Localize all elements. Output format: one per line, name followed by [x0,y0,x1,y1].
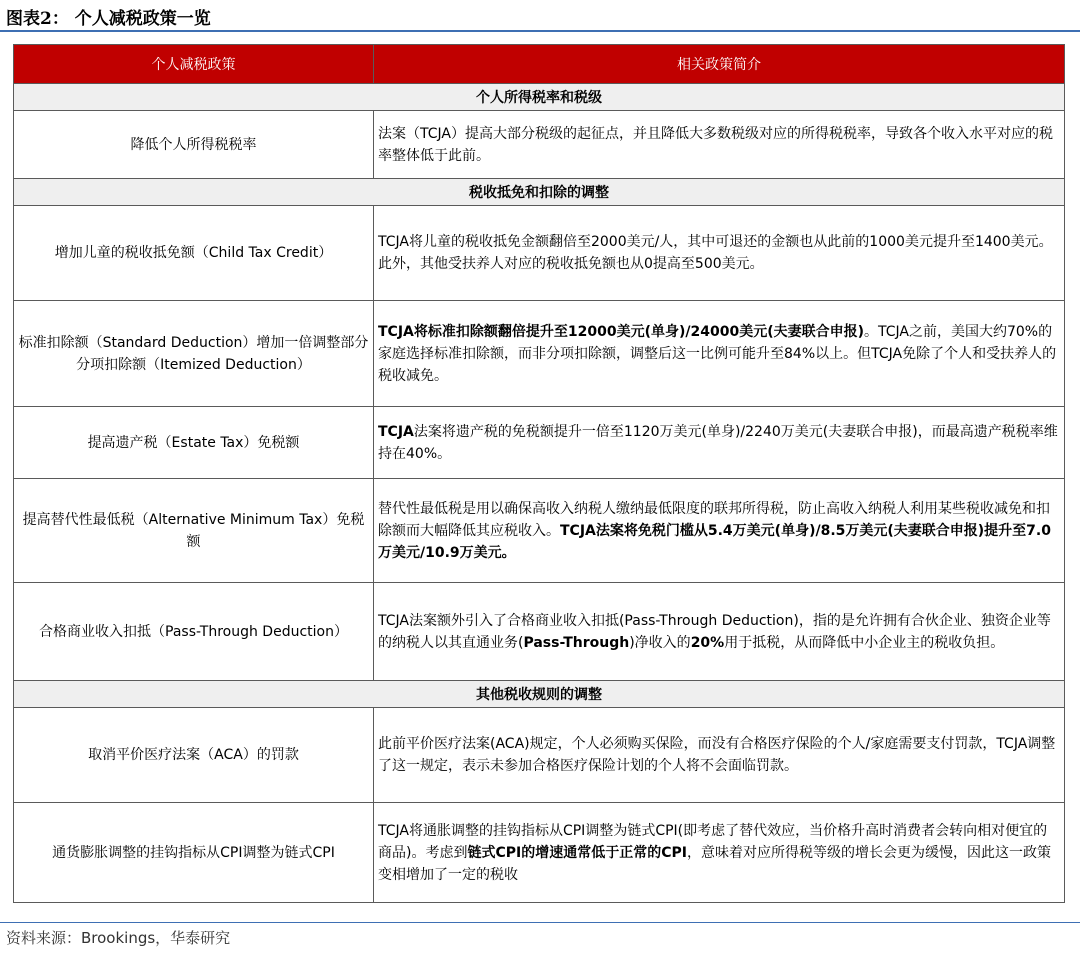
desc-bold: 的增速通常低于正常的 [521,844,662,861]
policy-table [13,44,1065,903]
section-heading: 税收抵免和扣除的调整 [14,179,1065,206]
policy-description: 法案（TCJA）提高大部分税级的起征点，并且降低大多数税级对应的所得税税率，导致各个收入水平对应的税率整体低于此前。 [374,111,1065,179]
policy-name: 标准扣除额（Standard Deduction）增加一倍调整部分分项扣除额（Itemized Deduction） [14,301,374,407]
policy-name: 降低个人所得税税率 [14,111,374,179]
bottom-rule [0,922,1080,923]
desc-bold: 链式CPI [467,844,522,861]
table-row [14,803,1065,903]
desc-bold: TCJA将标准扣除额翻倍提升至12000美元(单身)/24000美元(夫妻联合申报) [378,323,864,340]
section-row [14,84,1065,111]
title-bar [0,0,1080,30]
source-note: 资料来源：Brookings，华泰研究 [6,929,231,947]
policy-name: 合格商业收入扣抵（Pass-Through Deduction） [14,583,374,681]
table-row [14,111,1065,179]
policy-description [374,803,1065,903]
section-row [14,179,1065,206]
desc-bold: CPI [661,844,687,861]
policy-name: 提高遗产税（Estate Tax）免税额 [14,407,374,479]
policy-name: 提高替代性最低税（Alternative Minimum Tax）免税额 [14,479,374,583]
desc-text: 法案将遗产税的免税额提升一倍至1120万美元(单身)/2240万美元(夫妻联合申报)，而最高遗产税税率维持在40%。 [378,423,1058,462]
desc-text: ，意味着对应所得税等级的增长会更为缓慢，因此这一政策变相增加了一定的税收 [378,844,1051,883]
desc-text: 。TCJA之前，美国大约70%的家庭选择标准扣除额，而非分项扣除额，调整后这一比例可能升至84%以上。但TCJA免除了个人和受扶养人的税收减免。 [378,323,1057,384]
table-row [14,583,1065,681]
policy-description [374,479,1065,583]
policy-name: 取消平价医疗法案（ACA）的罚款 [14,708,374,803]
desc-bold: Pass-Through [523,634,630,651]
column-header-policy: 个人减税政策 [14,45,374,84]
table-header-row [14,45,1065,84]
desc-text: TCJA法案额外引入了合格商业收入扣抵(Pass-Through Deduction)，指的是允许拥有合伙企业、独资企业等的纳税人以其直通业务( [378,612,1051,651]
table-row [14,708,1065,803]
column-header-description: 相关政策简介 [374,45,1065,84]
policy-description [374,301,1065,407]
desc-bold: TCJA [378,423,414,440]
desc-bold: TCJA法案将免税门槛从5.4万美元(单身)/8.5万美元(夫妻联合申报)提升至7.0万美元/10.9万美元。 [378,522,1051,561]
desc-bold: 20% [690,634,725,651]
figure-title: 图表2： 个人减税政策一览 [6,9,211,29]
table-row [14,206,1065,301]
desc-text: )净收入的 [629,634,691,651]
table-row [14,407,1065,479]
policy-name: 增加儿童的税收抵免额（Child Tax Credit） [14,206,374,301]
table-row [14,301,1065,407]
desc-text: 用于抵税，从而降低中小企业主的税收负担。 [724,634,1005,651]
policy-description: TCJA将儿童的税收抵免金额翻倍至2000美元/人，其中可退还的金额也从此前的1000美元提升至1400美元。此外，其他受扶养人对应的税收抵免额也从0提高至500美元。 [374,206,1065,301]
section-row [14,681,1065,708]
policy-name: 通货膨胀调整的挂钩指标从CPI调整为链式CPI [14,803,374,903]
section-heading: 其他税收规则的调整 [14,681,1065,708]
title-rule [0,30,1080,32]
desc-text: TCJA将通胀调整的挂钩指标从CPI调整为链式CPI(即考虑了替代效应，当价格升高时消费者会转向相对便宜的商品)。考虑到 [378,822,1048,861]
policy-description [374,407,1065,479]
table-row [14,479,1065,583]
desc-text: 替代性最低税是用以确保高收入纳税人缴纳最低限度的联邦所得税，防止高收入纳税人利用某些税收减免和扣除额而大幅降低其应税收入。 [378,500,1050,539]
policy-description [374,583,1065,681]
policy-description: 此前平价医疗法案(ACA)规定，个人必须购买保险，而没有合格医疗保险的个人/家庭需要支付罚款，TCJA调整了这一规定，表示未参加合格医疗保险计划的个人将不会面临罚款。 [374,708,1065,803]
section-heading: 个人所得税率和税级 [14,84,1065,111]
